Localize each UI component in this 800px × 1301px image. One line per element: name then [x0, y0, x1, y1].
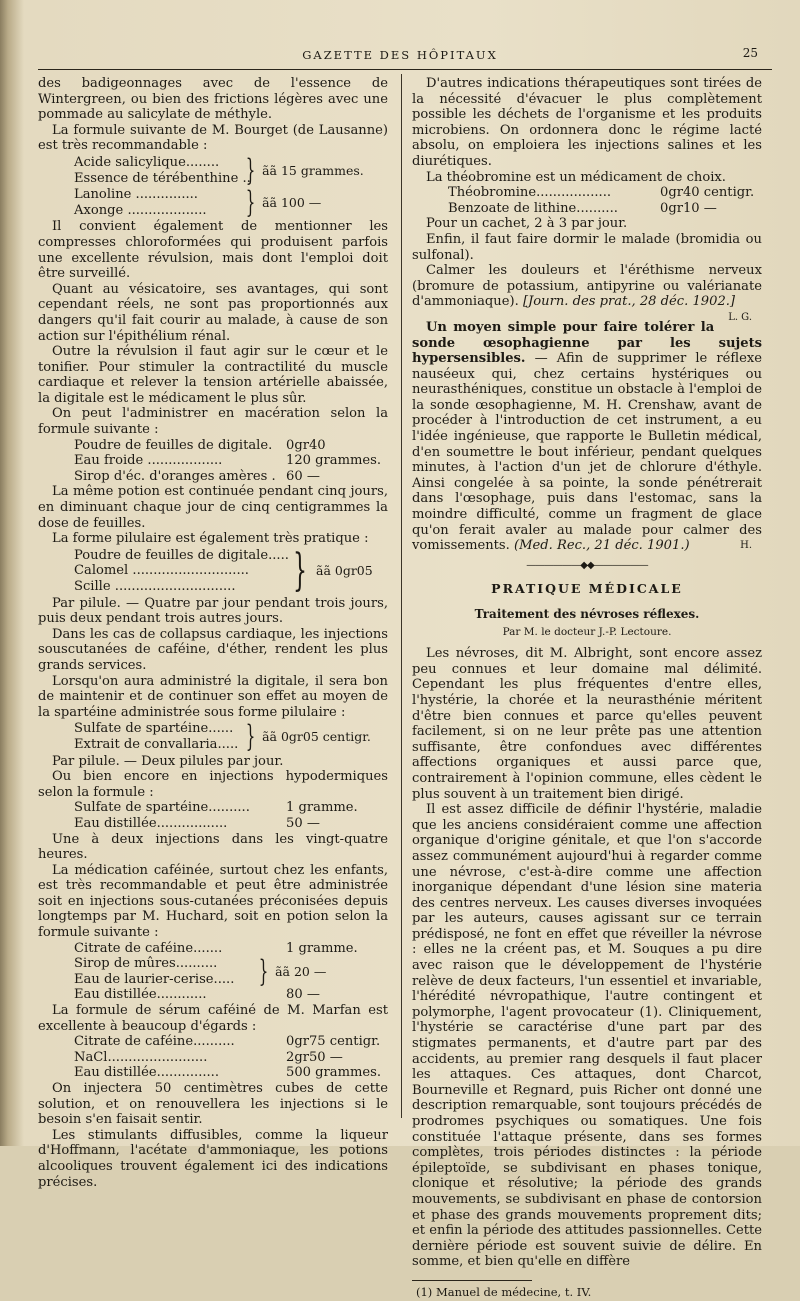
formula-line: Sirop de mûres.......... [74, 956, 218, 972]
header-rule [38, 69, 772, 70]
formula-line: Poudre de feuilles de digitale..... [74, 547, 289, 563]
paragraph [412, 263, 762, 323]
formula-quantity: 2gr50 — [286, 1049, 343, 1065]
formula-quantity: 0gr75 centigr. [286, 1034, 381, 1050]
formula-line: Acide salicylique........ [74, 154, 220, 170]
formula-group [38, 152, 388, 188]
left-column [38, 76, 388, 1190]
formula-ingredient: Citrate de caféine....... [74, 940, 223, 956]
formula-row [38, 941, 388, 957]
formula-quantity: 0gr40 [286, 437, 326, 453]
formula-ingredient: Eau distillée............... [74, 1065, 220, 1081]
formula-line: Sulfate de spartéine...... [74, 721, 234, 737]
formula-ingredient: Sulfate de spartéine.......... [74, 800, 250, 816]
citation: (Med. Rec., 21 déc. 1901.) [514, 538, 690, 554]
formula-ingredient: Théobromine.................. [448, 185, 612, 201]
paragraph: Par pilule. — Deux pilules par jour. [52, 753, 284, 769]
paragraph: La formule suivante de M. Bourget (de Lausanne) est très recommandable : [38, 122, 388, 154]
formula-ingredient: Eau froide .................. [74, 453, 223, 469]
brace: } [258, 953, 269, 989]
formula-line: Axonge ................... [74, 202, 207, 218]
formula-row [38, 1050, 388, 1066]
formula-group [38, 953, 388, 989]
formula-quantity: ãã 20 — [275, 964, 327, 980]
paragraph: Il est assez difficile de définir l'hystérie, maladie que les anciens considéraient comme une affection organique d'origine génitale, et que l'on s'accorde assez communément aujourd'hui à regarder comme une névrose, c'est-à-dire comme une affection inorganique dépendant d'une lésion sine materia des centres nerveux. Les causes diverses invoquées par les auteurs, causes agissant sur ce terrain prédisposé, ne font en effet que réveiller la névrose : elles ne la créent pas, et M. Souques a pu dire avec raison que le développement de l'hystérie relève de deux facteurs, l'un essentiel et invariable, l'hérédité névropathique, l'autre contingent et polymorphe, l'agent provocateur (1). Cliniquement, l'hystérie se caractérise d'une part par des stigmates permanents, et d'autre part par des accidents, au premier rang desquels il faut placer les attaques. Ces attaques, dont Charcot, Bourneville et Regnard, puis Richer ont donné une description remarquable, sont toujours précédés de prodromes psychiques ou somatiques. Une fois constituée l'attaque présente, dans ses formes complètes, trois périodes distinctes : la période épileptoïde, se subdivisant en phases tonique, clonique et résolutive; la période des grands mouvements, se subdivisant en phase de contorsion et phase des grands mouvements proprement dits; et enfin la période des attitudes passionnelles. Cette dernière période est souvent suivie de délire. En somme, et bien qu'elle en diffère [412, 802, 762, 1270]
formula-quantity: 1 gramme. [286, 940, 358, 956]
formula-row [38, 469, 388, 485]
formula-ingredient: Citrate de caféine.......... [74, 1034, 235, 1050]
formula-ingredient: Eau distillée................. [74, 815, 228, 831]
formula-line: Scille ............................. [74, 579, 236, 594]
paragraph: Par pilule. — Quatre par jour pendant trois jours, puis deux pendant trois autres jours. [38, 595, 388, 627]
formula-quantity: ãã 15 grammes. [262, 162, 364, 178]
formula-quantity: 50 — [286, 815, 320, 831]
paragraph: Les névroses, dit M. Albright, sont encore assez peu connues et leur domaine mal délimité. Cependant les plus fréquentes d'entre elles, l'hystérie, la chorée et la neurasthénie méritent d'être bien connues et parce qu'elles peuvent facilement, si on ne leur prête pas une attention suffisante, être confondues avec différentes affections organiques et aussi parce que, contrairement à l'opinion commune, elles cèdent le plus souvent à un traitement bien dirigé. [412, 646, 762, 802]
formula-quantity: 120 grammes. [286, 453, 382, 469]
formula-row [38, 1034, 388, 1050]
right-column [412, 76, 762, 1301]
brace: } [245, 152, 256, 188]
paragraph: Pour un cachet, 2 à 3 par jour. [426, 216, 628, 232]
formula-line: Extrait de convallaria..... [74, 736, 239, 752]
formula-quantity: ãã 100 — [262, 194, 322, 210]
paragraph: On injectera 50 centimètres cubes de cette solution, et on renouvellera les injections si le besoin s'en faisait sentir. [38, 1081, 388, 1128]
paragraph: Outre la révulsion il faut agir sur le cœur et le tonifier. Pour stimuler la contractilité du muscle cardiaque et relever la tension artérielle abaissée, la digitale est le médicament le plus sûr. [38, 344, 388, 406]
footnote-rule [412, 1280, 532, 1281]
formula-group [38, 545, 388, 597]
byline: Par M. le docteur J.-P. Lectoure. [502, 625, 672, 638]
formula-row [38, 816, 388, 832]
formula-line: Essence de térébenthine .. [74, 170, 251, 186]
formula-ingredient: Eau distillée............ [74, 987, 207, 1003]
formula-quantity: 0gr10 — [660, 200, 717, 216]
formula-row [38, 800, 388, 816]
paragraph: Dans les cas de collapsus cardiaque, les injections souscutanées de caféine, d'éther, rendent les plus grands services. [38, 626, 388, 673]
paragraph: La formule de sérum caféiné de M. Marfan est excellente à beaucoup d'égards : [38, 1003, 388, 1034]
separator: ——————◆◆—————— [526, 559, 648, 571]
article-title: Un moyen simple pour faire tolérer la sonde œsophagienne par les sujets hypersensibles. [412, 319, 762, 367]
page-number: 25 [742, 46, 758, 60]
paragraph: D'autres indications thérapeutiques sont tirées de la nécessité d'évacuer le plus complètement possible les déchets de l'organisme et les produits microbiens. On ordonnera donc le régime lacté absolu, on emploiera les injections salines et les diurétiques. [412, 76, 762, 169]
paragraph: La même potion est continuée pendant cinq jours, en diminuant chaque jour de cinq centigrammes la dose de feuilles. [38, 484, 388, 531]
paragraph: des badigeonnages avec de l'essence de Wintergreen, ou bien des frictions légères avec une pommade au salicylate de méthyle. [38, 76, 388, 123]
formula-ingredient: Benzoate de lithine.......... [448, 200, 618, 216]
paragraph: Une à deux injections dans les vingt-quatre heures. [38, 831, 388, 863]
formula-row [38, 1065, 388, 1081]
paragraph: Il convient également de mentionner les compresses chloroformées qui produisent parfois une excellente révulsion, mais dont l'emploi doit être surveillé. [38, 219, 388, 282]
formula-line: Lanoline ............... [74, 187, 198, 203]
column-divider [401, 74, 402, 1118]
formula-row [38, 987, 388, 1003]
formula-quantity: 0gr40 centigr. [660, 185, 755, 201]
formula-group [38, 718, 388, 754]
brace: } [245, 718, 256, 754]
paragraph: On peut l'administrer en macération selon la formule suivante : [38, 406, 388, 438]
brace: } [293, 545, 307, 597]
formula-quantity: 80 — [286, 987, 320, 1003]
formula-quantity: 500 grammes. [286, 1065, 382, 1081]
signature: L. G. [728, 311, 752, 323]
article-text: — Afin de supprimer le réflexe nauséeux qui, chez certains hystériques ou neurasthéniques, constitue un obstacle à l'emploi de la sonde œsophagienne, M. H. Crenshaw, avant de procéder à l'introduction de cet instrument, a eu l'idée ingénieuse, que rapporte le Bulletin médical, d'en soumettre le bout inférieur, pendant quelques minutes, à l'action d'un jet de chlorure d'éthyle. Ainsi congelée à sa pointe, la sonde pénétrerait dans l'œsophage, puis dans l'estomac, sans la moindre difficulté, comme un fragment de glace qu'on ferait avaler au malade pour calmer des vomissements. [412, 351, 762, 554]
formula-ingredient: Poudre de feuilles de digitale. [74, 437, 273, 453]
paragraph: La théobromine est un médicament de choix. [426, 169, 726, 185]
citation: [Journ. des prat., 28 déc. 1902.] [522, 294, 736, 310]
paragraph: Ou bien encore en injections hypodermiques selon la formule : [38, 769, 388, 800]
paragraph: La forme pilulaire est également très pratique : [52, 531, 369, 547]
formula-quantity: ãã 0gr05 [316, 563, 373, 579]
page-header [30, 46, 770, 66]
formula-quantity: 1 gramme. [286, 800, 358, 816]
running-title: GAZETTE DES HÔPITAUX [302, 48, 498, 62]
formula-line: Calomel ............................ [74, 563, 249, 579]
formula-ingredient: Sirop d'éc. d'oranges amères . [74, 468, 276, 484]
section-title: PRATIQUE MÉDICALE [491, 581, 683, 597]
signature: H. [740, 540, 752, 552]
formula-quantity: ãã 0gr05 centigr. [262, 729, 371, 745]
paragraph-text: Calmer les douleurs et l'éréthisme nerveux (bromure de potassium, antipyrine ou valérianate d'ammoniaque). [412, 263, 762, 310]
footnote: (1) Manuel de médecine, t. IV. [416, 1284, 592, 1299]
article [412, 320, 762, 554]
brace: } [245, 184, 256, 220]
formula-ingredient: NaCl........................ [74, 1049, 208, 1065]
article-title: Traitement des névroses réflexes. [474, 607, 700, 621]
paragraph: La médication caféinée, surtout chez les enfants, est très recommandable et peut être administrée soit en injections sous-cutanées préconisées depuis longtemps par M. Huchard, soit en potion selon la formule suivante : [38, 862, 388, 941]
formula-row [412, 201, 762, 217]
formula-group [38, 184, 388, 220]
formula-quantity: 60 — [286, 468, 320, 484]
formula-line: Eau de laurier-cerise..... [74, 971, 235, 987]
paragraph: Enfin, il faut faire dormir le malade (bromidia ou sulfonal). [412, 231, 762, 263]
paragraph: Les stimulants diffusibles, comme la liqueur d'Hoffmann, l'acétate d'ammoniaque, les potions alcooliques trouvent également ici des indications précises. [38, 1127, 388, 1190]
formula-row [38, 453, 388, 469]
paragraph: Quant au vésicatoire, ses avantages, qui sont cependant réels, ne sont pas proportionnés aux dangers qu'il fait courir au malade, à cause de son action sur l'épithélium rénal. [38, 281, 388, 344]
formula-row [38, 438, 388, 454]
paragraph: Lorsqu'on aura administré la digitale, il sera bon de maintenir et de continuer son effet au moyen de la spartéine administrée sous forme pilulaire : [38, 673, 388, 720]
formula-row [412, 185, 762, 201]
